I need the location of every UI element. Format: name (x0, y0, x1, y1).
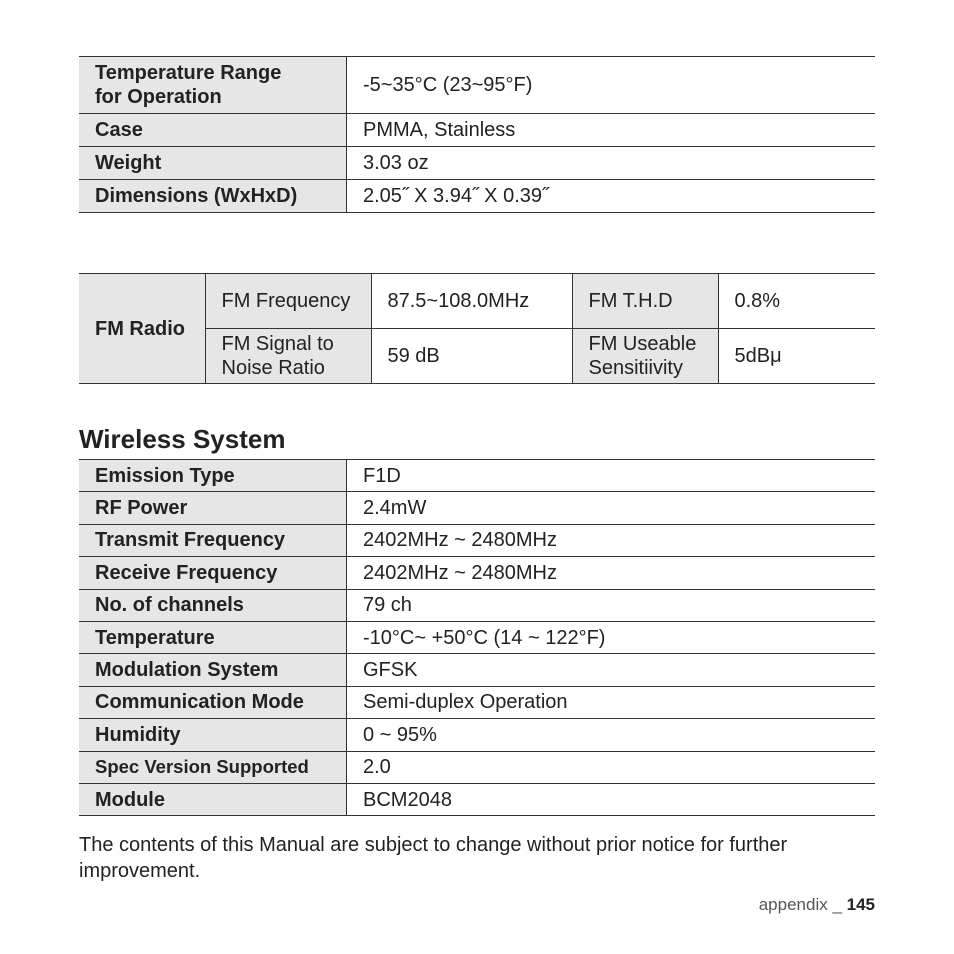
spec-label: Communication Mode (79, 686, 347, 718)
spec-value: 59 dB (371, 329, 572, 384)
spec-value: 79 ch (347, 589, 876, 621)
table-row (79, 589, 875, 621)
spec-label: Receive Frequency (79, 557, 347, 589)
table-row (79, 274, 875, 329)
spec-label: Transmit Frequency (79, 524, 347, 556)
table-row (79, 557, 875, 589)
spec-value: 0.8% (718, 274, 875, 329)
spec-label: Modulation System (79, 654, 347, 686)
spec-value: 87.5~108.0MHz (371, 274, 572, 329)
spec-label: No. of channels (79, 589, 347, 621)
table-row (79, 621, 875, 653)
spec-label: Emission Type (79, 460, 347, 492)
spec-value: 0 ~ 95% (347, 719, 876, 751)
spec-label: RF Power (79, 492, 347, 524)
section-title: Wireless System (79, 424, 286, 454)
table-row (79, 524, 875, 556)
spec-value: 2.05˝ X 3.94˝ X 0.39˝ (347, 180, 876, 213)
spec-value: GFSK (347, 654, 876, 686)
footer-section: appendix _ (758, 895, 847, 914)
table-row (79, 719, 875, 751)
wireless-spec-table (79, 459, 875, 816)
disclaimer-note: The contents of this Manual are subject to change without prior notice for further improvement. (79, 834, 788, 882)
table-row (79, 783, 875, 815)
table-row (79, 492, 875, 524)
spec-label: Spec Version Supported (79, 751, 347, 783)
table-row (79, 57, 875, 114)
fm-radio-table (79, 273, 875, 384)
spec-value: PMMA, Stainless (347, 114, 876, 147)
spec-value: 2.0 (347, 751, 876, 783)
spec-value: 5dBμ (718, 329, 875, 384)
spec-value: 2.4mW (347, 492, 876, 524)
spec-value: 3.03 oz (347, 147, 876, 180)
table-row (79, 180, 875, 213)
spec-label: FM T.H.D (572, 274, 718, 329)
spec-label: FM Frequency (205, 274, 371, 329)
spec-label: Weight (79, 147, 347, 180)
spec-label: FM Useable Sensitiivity (572, 329, 718, 384)
spec-value: -5~35°C (23~95°F) (347, 57, 876, 114)
spec-value: -10°C~ +50°C (14 ~ 122°F) (347, 621, 876, 653)
page-number: 145 (846, 895, 875, 914)
spec-value: 2402MHz ~ 2480MHz (347, 557, 876, 589)
table-row (79, 114, 875, 147)
spec-value: BCM2048 (347, 783, 876, 815)
spec-label: Dimensions (WxHxD) (79, 180, 347, 213)
table-row (79, 686, 875, 718)
spec-label: Temperature (79, 621, 347, 653)
spec-value: Semi-duplex Operation (347, 686, 876, 718)
page-footer (759, 895, 875, 915)
spec-label: Temperature Range for Operation (79, 57, 347, 114)
table-row (79, 751, 875, 783)
general-spec-table (79, 56, 875, 213)
fm-radio-group-label: FM Radio (79, 274, 205, 384)
spec-label: Humidity (79, 719, 347, 751)
table-row (79, 460, 875, 492)
spec-label: FM Signal to Noise Ratio (205, 329, 371, 384)
table-row (79, 147, 875, 180)
spec-value: F1D (347, 460, 876, 492)
spec-value: 2402MHz ~ 2480MHz (347, 524, 876, 556)
spec-label: Module (79, 783, 347, 815)
spec-label: Case (79, 114, 347, 147)
table-row (79, 654, 875, 686)
